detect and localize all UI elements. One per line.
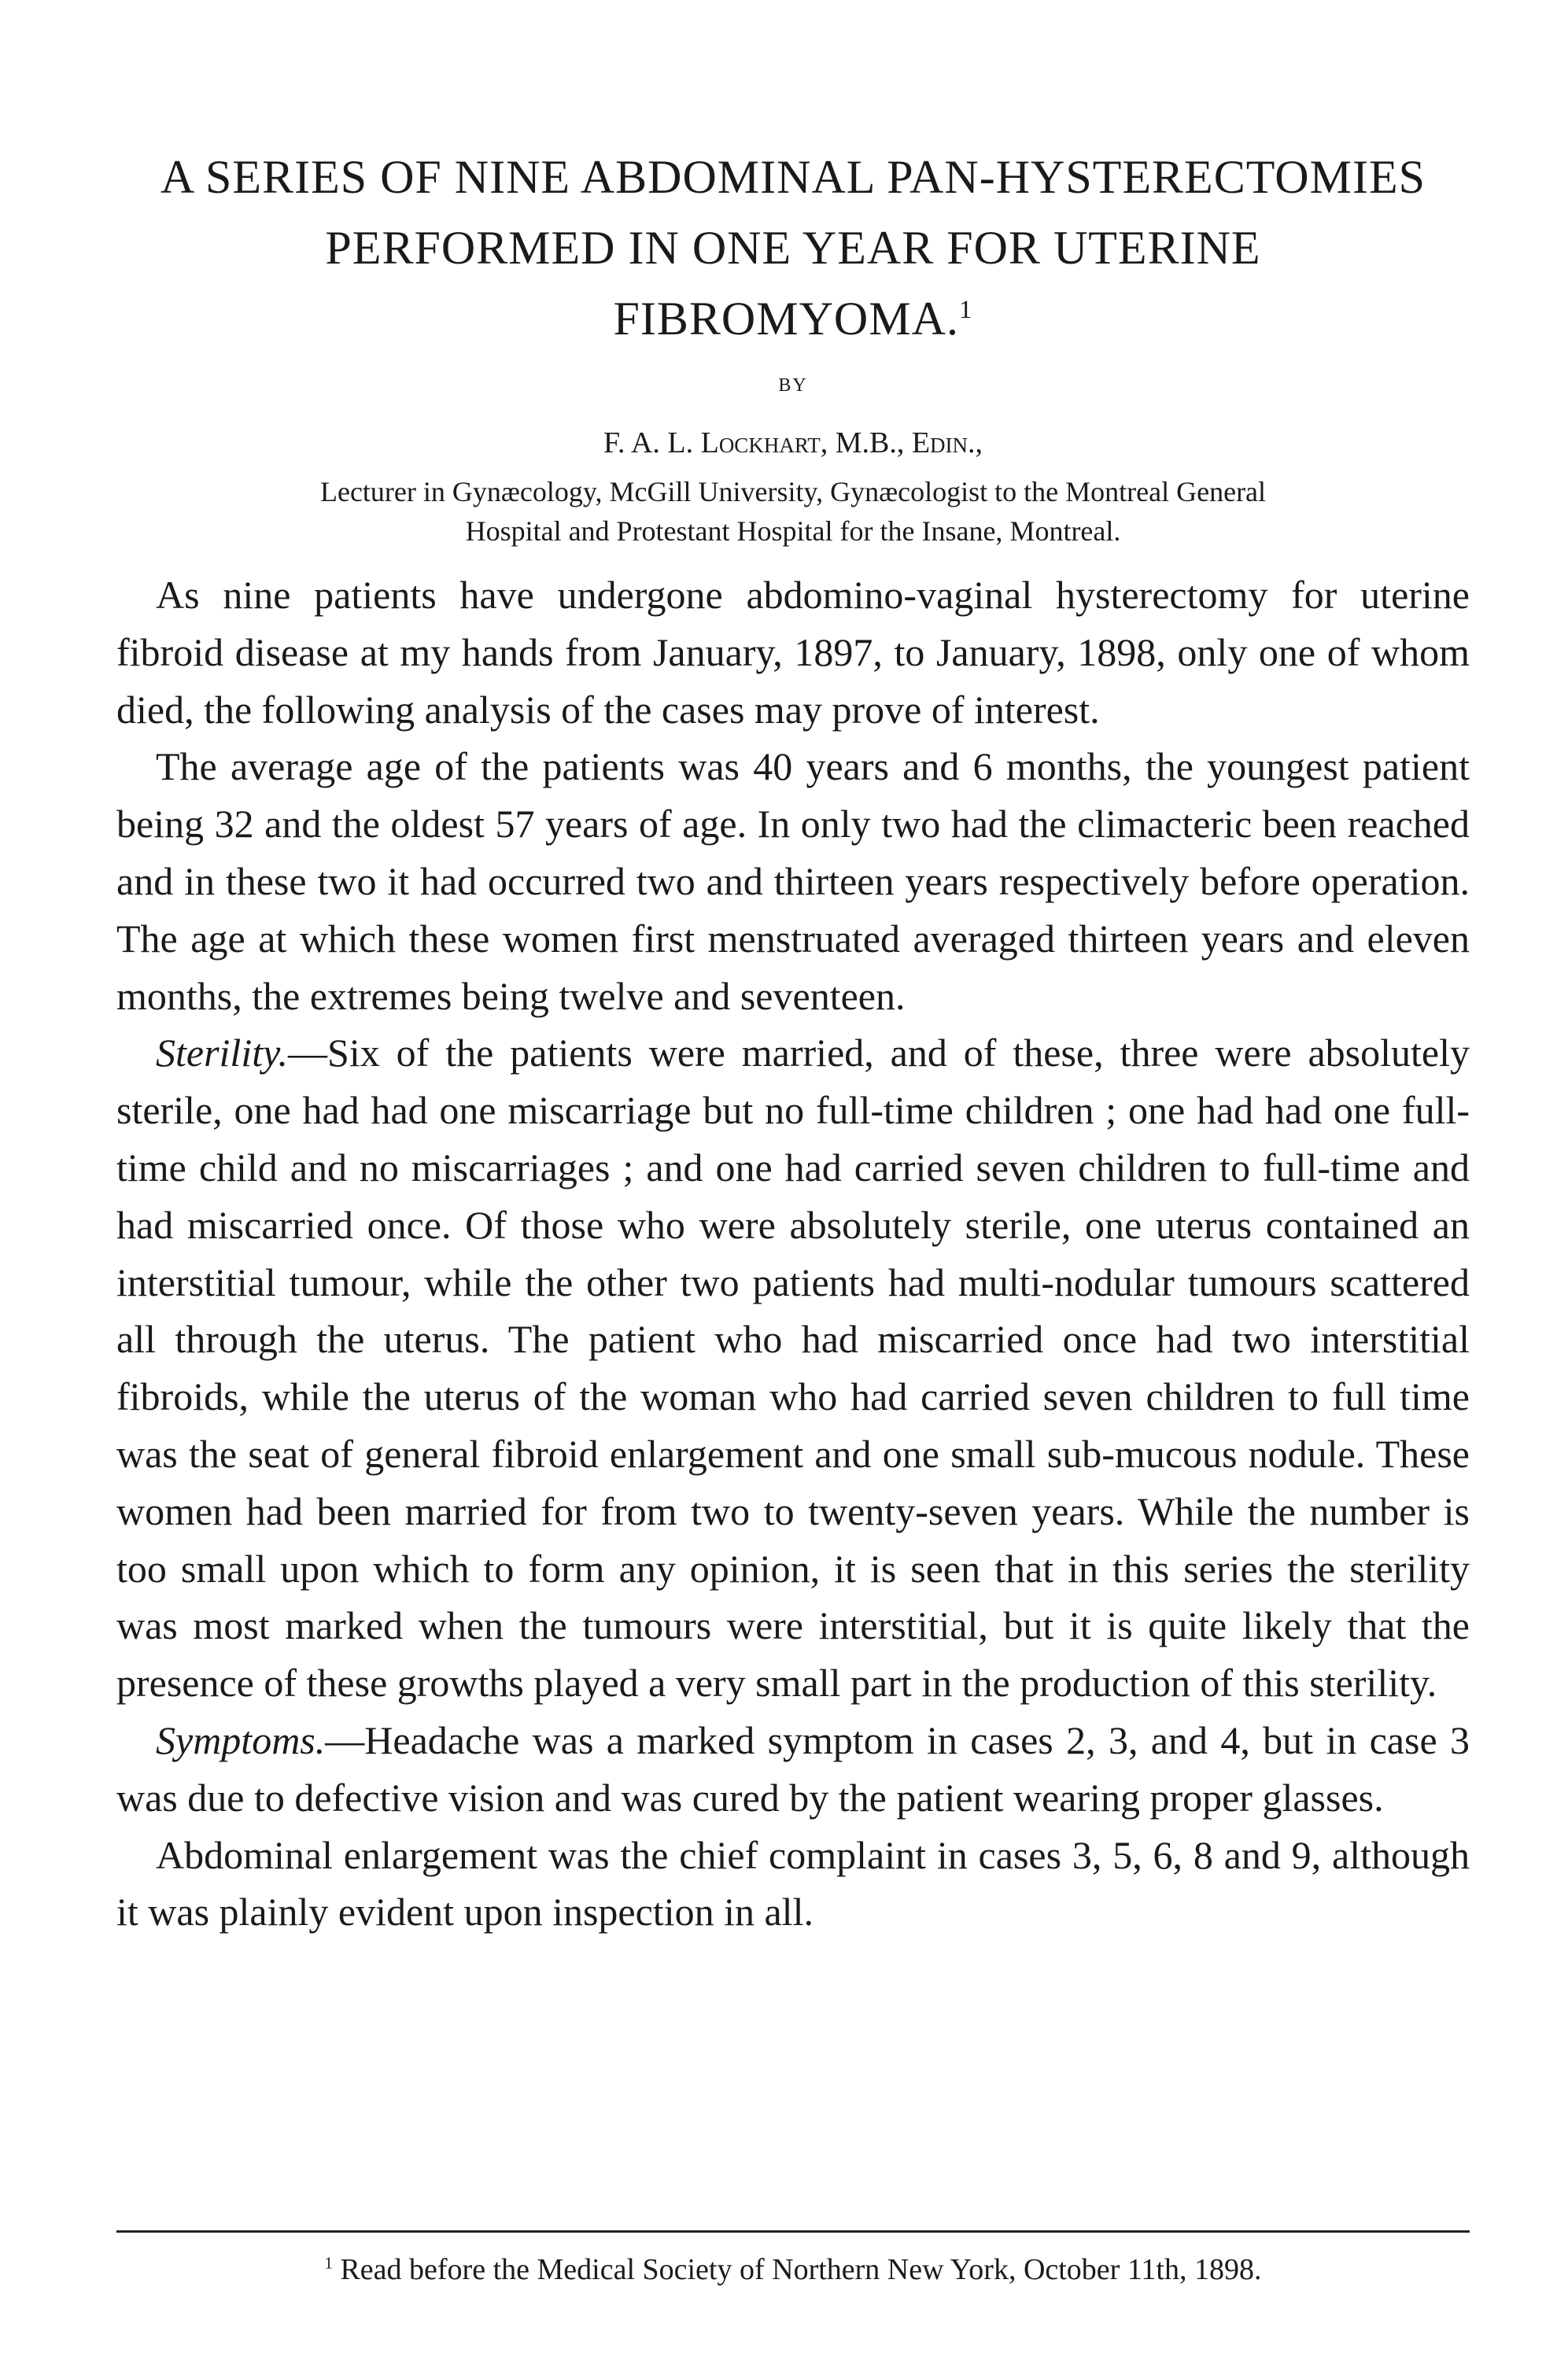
paragraph-symptoms bbox=[116, 1712, 1470, 1827]
title-line-1: A SERIES OF NINE ABDOMINAL PAN-HYSTERECTOMIES bbox=[160, 151, 1426, 203]
paragraph-intro bbox=[116, 566, 1470, 738]
symptoms-heading: Symptoms. bbox=[156, 1717, 326, 1762]
affiliation-line-1: Lecturer in Gynæcology, McGill University, Gynæcologist to the Montreal General bbox=[319, 476, 1267, 507]
paragraph-enlargement bbox=[116, 1827, 1470, 1942]
affiliation-line-2: Hospital and Protestant Hospital for the Insane, Montreal. bbox=[465, 515, 1121, 547]
title-line-2: PERFORMED IN ONE YEAR FOR UTERINE bbox=[325, 222, 1261, 274]
paragraph-intro-text: As nine patients have undergone abdomino-vaginal hysterectomy for uterine fibroid disease at my hands from January, 1897, to January, 1898, only one of whom died, the following analysis of the cases may prove of interest. bbox=[116, 573, 1470, 732]
sterility-heading: Sterility. bbox=[156, 1031, 289, 1075]
footnote-mark: 1 bbox=[324, 2253, 333, 2273]
author-name: F. A. L. Lockhart, M.B., Edin., bbox=[603, 426, 983, 459]
paragraph-ages-text: The average age of the patients was 40 years and 6 months, the youngest patient being 32 and the oldest 57 years of age. In only two had the climacteric been reached and in these two it had occurred two and thirteen years respectively before operation. The age at which these women first menstruated averaged thirteen years and eleven months, the extremes being twelve and seventeen. bbox=[116, 744, 1470, 1018]
title-line-3-text: FIBROMYOMA. bbox=[613, 293, 959, 345]
byline-label: BY bbox=[778, 375, 808, 396]
paragraph-sterility bbox=[116, 1024, 1470, 1712]
article-page bbox=[116, 142, 1470, 1941]
footnote-divider bbox=[116, 2230, 1470, 2233]
footnote-text: Read before the Medical Society of Northern New York, October 11th, 1898. bbox=[340, 2253, 1262, 2286]
title-footnote-mark: 1 bbox=[958, 296, 973, 324]
author-affiliation bbox=[116, 472, 1470, 551]
title-line-3 bbox=[116, 283, 1470, 354]
article-title bbox=[116, 142, 1470, 354]
paragraph-symptoms-text: —Headache was a marked symptom in cases 2, 3, and 4, but in case 3 was due to defective vision and was cured by the patient wearing proper glasses. bbox=[116, 1717, 1470, 1820]
paragraph-sterility-text: —Six of the patients were married, and of these, three were absolutely sterile, one had had one miscarriage but no full-time children ; one had had one full-time child and no miscarriages ; and one had carried seven children to full-time and had miscarried once. Of those who were absolutely sterile, one uterus contained an interstitial tumour, while the other two patients had multi-nodular tumours scattered all through the uterus. The patient who had miscarried once had two interstitial fibroids, while the uterus of the woman who had carried seven children to full time was the seat of general fibroid enlargement and one small sub-mucous nodule. These women had been married for from two to twenty-seven years. While the number is too small upon which to form any opinion, it is seen that in this series the sterility was most marked when the tumours were interstitial, but it is quite likely that the presence of these growths played a very small part in the production of this sterility. bbox=[116, 1031, 1470, 1706]
paragraph-enlargement-text: Abdominal enlargement was the chief complaint in cases 3, 5, 6, 8 and 9, although it was plainly evident upon inspection in all. bbox=[116, 1832, 1470, 1935]
paragraph-ages bbox=[116, 738, 1470, 1024]
footnote bbox=[116, 2250, 1470, 2289]
article-body bbox=[116, 566, 1470, 1941]
